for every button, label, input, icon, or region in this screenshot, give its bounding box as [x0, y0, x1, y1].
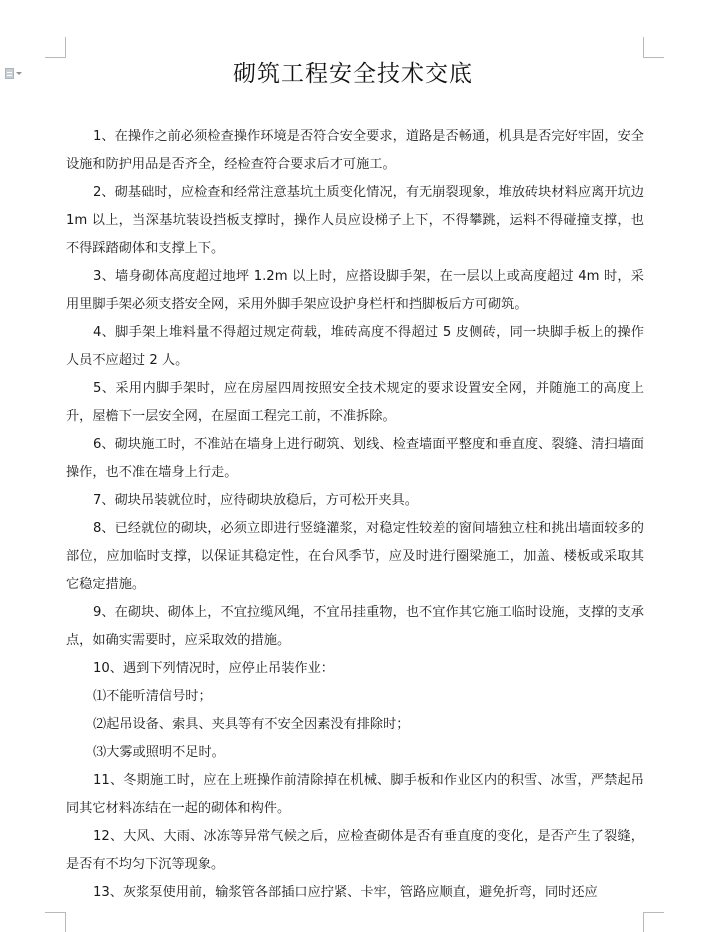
- crop-mark-top-left: [45, 37, 66, 58]
- paragraph: 9、在砌块、砌体上，不宜拉缆风绳，不宜吊挂重物，也不宜作其它施工临时设施，支撑的支承点，如确实需要时，应采取效的措施。: [66, 605, 644, 648]
- paragraph: 3、墙身砌体高度超过地坪 1.2m 以上时，应搭设脚手架，在一层以上或高度超过 4m 时，采用里脚手架必须支搭安全网，采用外脚手架应设护身栏杆和挡脚板后方可砌筑。: [66, 269, 644, 312]
- document-title: 砌筑工程安全技术交底: [233, 61, 473, 87]
- list-item: ⑴不能听清信号时；: [93, 689, 212, 704]
- paragraph: 2、砌基础时，应检查和经常注意基坑土质变化情况，有无崩裂现象，堆放砖块材料应离开坑边 1m 以上，当深基坑装设挡板支撑时，操作人员应设梯子上下，不得攀跳，运料不得碰撞支撑，也不得踩踏砌体和支撑上下。: [66, 185, 644, 256]
- paragraph: 10、遇到下列情况时，应停止吊装作业：: [93, 661, 334, 676]
- paragraph: 8、已经就位的砌块，必须立即进行竖缝灌浆，对稳定性较差的窗间墙独立柱和挑出墙面较多的部位，应加临时支撑，以保证其稳定性，在台风季节，应及时进行圈梁施工，加盖、楼板或采取其它稳定措施。: [66, 521, 644, 592]
- paragraph: 7、砌块吊装就位时，应待砌块放稳后，方可松开夹具。: [93, 493, 418, 508]
- paragraph: 11、冬期施工时，应在上班操作前清除掉在机械、脚手板和作业区内的积雪、冰雪，严禁起吊同其它材料冻结在一起的砌体和构件。: [66, 773, 644, 816]
- list-item: ⑶大雾或照明不足时。: [93, 745, 225, 760]
- crop-mark-top-right: [643, 37, 664, 58]
- list-item: ⑵起吊设备、索具、夹具等有不安全因素没有排除时；: [93, 717, 410, 732]
- paragraph: 4、脚手架上堆料量不得超过规定荷载，堆砖高度不得超过 5 皮侧砖，同一块脚手板上的操作人员不应超过 2 人。: [66, 325, 644, 368]
- paragraph: 6、砌块施工时，不准站在墙身上进行砌筑、划线、检查墙面平整度和垂直度、裂缝、清扫墙面操作，也不准在墙身上行走。: [66, 437, 644, 480]
- crop-mark-bottom-left: [45, 912, 66, 932]
- paragraph: 5、采用内脚手架时，应在房屋四周按照安全技术规定的要求设置安全网，并随施工的高度上升，屋檐下一层安全网，在屋面工程完工前，不准拆除。: [66, 381, 644, 424]
- paragraph: 13、灰浆泵使用前，输浆管各部插口应拧紧、卡牢，管路应顺直，避免折弯，同时还应: [93, 885, 598, 900]
- document-body: [66, 123, 644, 907]
- paragraph: 1、在操作之前必须检查操作环境是否符合安全要求，道路是否畅通，机具是否完好牢固，安全设施和防护用品是否齐全，经检查符合要求后才可施工。: [66, 129, 644, 172]
- crop-mark-bottom-right: [643, 912, 664, 932]
- paragraph: 12、大风、大雨、冰冻等异常气候之后，应检查砌体是否有垂直度的变化，是否产生了裂缝，是否有不均匀下沉等现象。: [66, 829, 644, 872]
